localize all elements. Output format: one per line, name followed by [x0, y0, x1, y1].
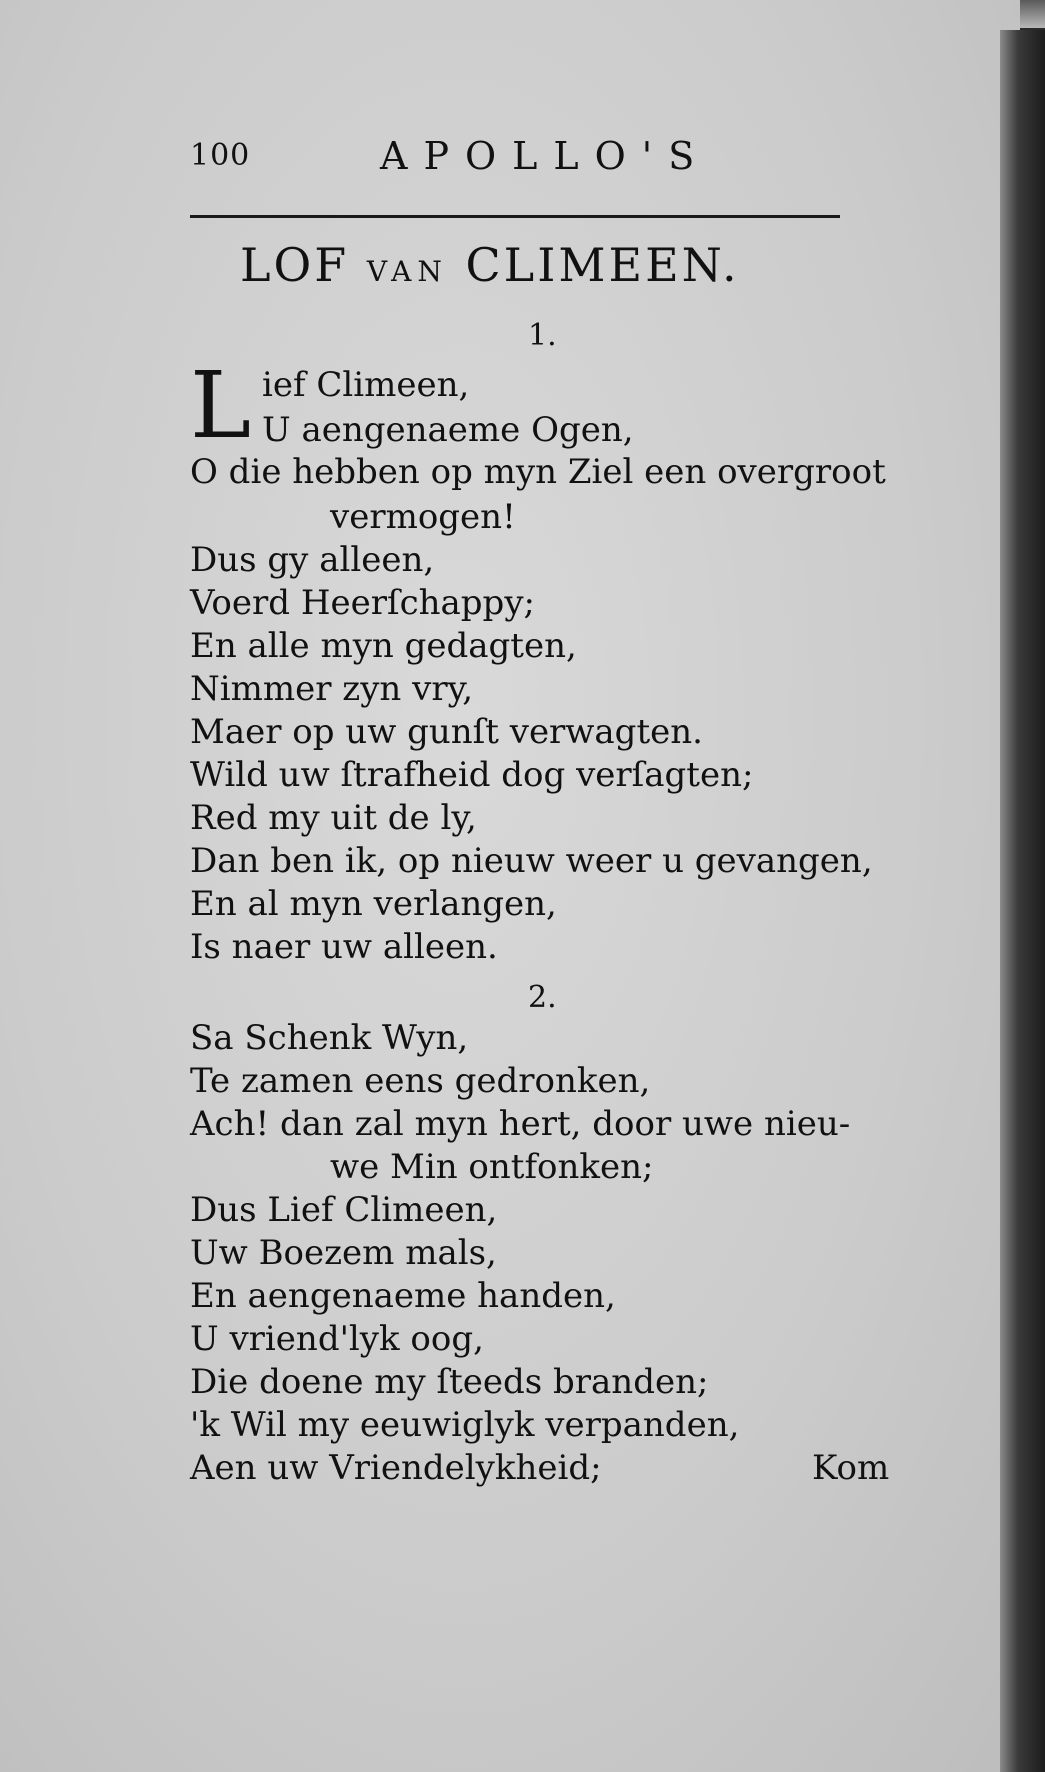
poem-line: U vriend'lyk oog, — [190, 1319, 484, 1359]
poem-line: Aen uw Vriendelykheid; — [190, 1448, 602, 1488]
stanza-number-1: 1. — [528, 318, 557, 353]
page-number: 100 — [190, 138, 251, 173]
title-part-2: VAN — [366, 255, 448, 288]
page-header — [190, 130, 840, 180]
drop-cap: L — [190, 352, 252, 459]
poem-line: Dus gy alleen, — [190, 540, 435, 580]
poem-line: vermogen! — [330, 497, 516, 537]
header-rule — [190, 215, 840, 218]
poem-line: En alle myn gedagten, — [190, 626, 577, 666]
poem-line: O die hebben op myn Ziel een overgroot — [190, 452, 886, 492]
poem-line: Is naer uw alleen. — [190, 927, 498, 967]
running-head: APOLLO'S — [380, 134, 711, 178]
poem-line: Dan ben ik, op nieuw weer u gevangen, — [190, 841, 873, 881]
poem-title — [240, 238, 840, 292]
stanza-number-2: 2. — [528, 980, 557, 1015]
poem-line: En aengenaeme handen, — [190, 1276, 616, 1316]
poem-line: we Min ontfonken; — [330, 1147, 654, 1187]
poem-line: Voerd Heerſchappy; — [190, 583, 535, 623]
poem-line: Nimmer zyn vry, — [190, 669, 474, 709]
title-part-3: CLIMEEN. — [465, 238, 740, 292]
poem-line: Wild uw ſtrafheid dog verſagten; — [190, 755, 754, 795]
poem-line: En al myn verlangen, — [190, 884, 557, 924]
poem-line: Sa Schenk Wyn, — [190, 1018, 469, 1058]
title-part-1: LOF — [240, 238, 350, 292]
poem-line: Maer op uw gunſt verwagten. — [190, 712, 703, 752]
poem-line: Dus Lief Climeen, — [190, 1190, 498, 1230]
poem-line: Red my uit de ly, — [190, 798, 477, 838]
poem-line: Ach! dan zal myn hert, door uwe nieu- — [190, 1104, 851, 1144]
poem-line: 'k Wil my eeuwiglyk verpanden, — [190, 1405, 740, 1445]
catchword: Kom — [812, 1448, 890, 1488]
poem-line: Uw Boezem mals, — [190, 1233, 497, 1273]
poem-line: Die doene my ſteeds branden; — [190, 1362, 709, 1402]
poem-line: ief Climeen, — [262, 365, 470, 405]
poem-line: U aengenaeme Ogen, — [262, 410, 634, 450]
poem-line: Te zamen eens gedronken, — [190, 1061, 651, 1101]
page-right-edge — [1000, 30, 1045, 1772]
